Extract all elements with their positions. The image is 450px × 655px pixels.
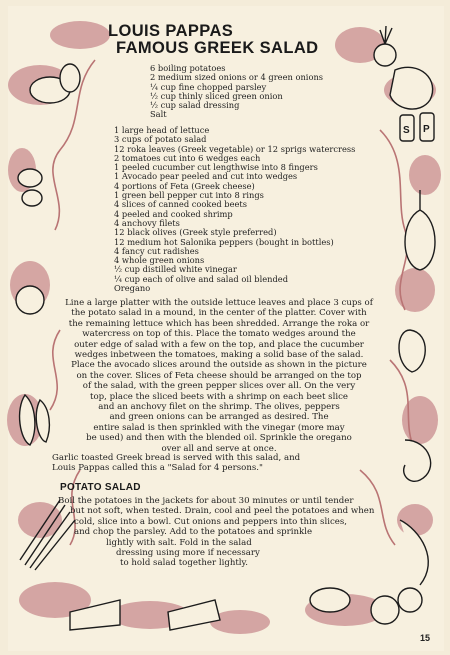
text-line: dressing using more if necessary (116, 548, 260, 559)
list-item: ½ cup thinly sliced green onion (150, 90, 283, 101)
potato-icon (22, 190, 42, 206)
text-line: and chop the parsley. Add to the potatoes and sprinkle (74, 527, 313, 538)
list-item: 4 fancy cut radishes (114, 245, 199, 256)
list-item: Oregano (114, 283, 151, 294)
text-line: Boil the potatoes in the jackets for about 30 minutes or until tender (58, 496, 354, 506)
serving-note (52, 453, 312, 474)
potato-salad-heading: POTATO SALAD (60, 482, 141, 493)
beet-icon (398, 588, 422, 612)
text-line: Place the avocado slices around the outside as shown in the picture (71, 360, 367, 371)
shaker-labels (403, 124, 430, 136)
text-line: the potato salad in a mound, in the center of the platter. Cover with (71, 308, 367, 319)
text-line: the remaining lettuce which has been shredded. Arrange the roka or (68, 318, 370, 329)
text-line: of the salad, with the green pepper slices over all. On the very (82, 381, 356, 392)
list-item: ¼ cup each of olive and salad oil blended (114, 273, 289, 284)
page-title (108, 23, 388, 57)
text-line: cold, slice into a bowl. Cut onions and peppers into thin slices, (74, 516, 347, 527)
list-item: ½ cup salad dressing (150, 100, 240, 111)
text-line: entire salad is then sprinkled with the vinegar (more may (93, 422, 345, 433)
list-item: ¼ cup fine chopped parsley (150, 81, 267, 92)
text-line: Garlic toasted Greek bread is served with this salad, and (52, 453, 301, 463)
text-line: Line a large platter with the outside lettuce leaves and place 3 cups of (65, 298, 373, 308)
page-number: 15 (420, 633, 431, 643)
salt-shaker-label: S (403, 125, 410, 136)
text-line: on the cover. Slices of Feta cheese should be arranged on the top (76, 370, 362, 381)
salad-ingredient-list (114, 126, 355, 293)
potato-salad-paragraph (58, 496, 388, 569)
list-item: 4 portions of Feta (Greek cheese) (114, 180, 255, 191)
text-line: wedges inbetween the tomatoes, making a solid base of the salad. (74, 350, 364, 361)
list-item: Salt (150, 109, 167, 120)
text-line: Louis Pappas called this a "Salad for 4 persons." (52, 463, 263, 474)
list-item: 1 green bell pepper cut into 8 rings (114, 190, 264, 201)
list-item: 12 medium hot Salonika peppers (bought in bottles) (114, 236, 334, 247)
list-item: 3 cups of potato salad (114, 134, 207, 145)
list-item: ½ cup distilled white vinegar (114, 264, 237, 275)
list-item: 1 large head of lettuce (114, 125, 210, 135)
list-item: 12 roka leaves (Greek vegetable) or 12 sprigs watercress (114, 143, 356, 154)
title-line-1: LOUIS PAPPAS (108, 22, 234, 40)
lettuce-icon (390, 67, 433, 109)
list-item: 1 peeled cucumber cut lengthwise into 8 fingers (114, 162, 318, 173)
shrimp-icon (404, 440, 431, 481)
oil-cruet-icon (405, 190, 435, 270)
text-line: be used) and then with the blended oil. Sprinkle the oregano (86, 433, 352, 444)
list-item: 2 tomatoes cut into 6 wedges each (114, 152, 261, 163)
list-item: 6 boiling potatoes (150, 63, 226, 73)
pepper-shaker-label: P (423, 124, 430, 135)
text-line: and an anchovy filet on the shrimp. The olives, peppers (98, 402, 340, 413)
list-item: 2 medium sized onions or 4 green onions (150, 72, 324, 83)
text-line: lightly with salt. Fold in the salad (106, 537, 252, 548)
list-item: 4 anchovy filets (114, 217, 180, 228)
text-line: top, place the sliced beets with a shrimp on each beet slice (90, 391, 348, 402)
list-item: 4 whole green onions (114, 255, 205, 266)
herb-icon (310, 588, 350, 612)
list-item: 4 slices of canned cooked beets (114, 199, 248, 210)
text-line: watercress on top of this. Place the tomato wedges around the (82, 329, 356, 340)
tomato-icon (16, 286, 44, 314)
list-item: 1 Avocado pear peeled and cut into wedges (114, 171, 298, 182)
beet-icon (371, 596, 399, 624)
title-line-2: FAMOUS GREEK SALAD (116, 39, 319, 57)
list-item: 4 peeled and cooked shrimp (114, 208, 233, 219)
bell-pepper-icon (399, 330, 425, 372)
text-line: to hold salad together lightly. (120, 558, 248, 569)
list-item: 12 black olives (Greek style preferred) (114, 227, 277, 238)
potato-icon (60, 64, 80, 92)
potato-ingredient-list (150, 64, 323, 120)
text-line: over all and serve at once. (161, 443, 277, 454)
text-line: outer edge of salad with a few on the top, and place the cucumber (74, 339, 364, 350)
text-line: but not soft, when tested. Drain, cool and peel the potatoes and when (70, 506, 375, 517)
text-line: and green onions can be arranged as desired. The (109, 412, 329, 423)
directions-paragraph (44, 298, 394, 454)
potato-icon (18, 169, 42, 187)
